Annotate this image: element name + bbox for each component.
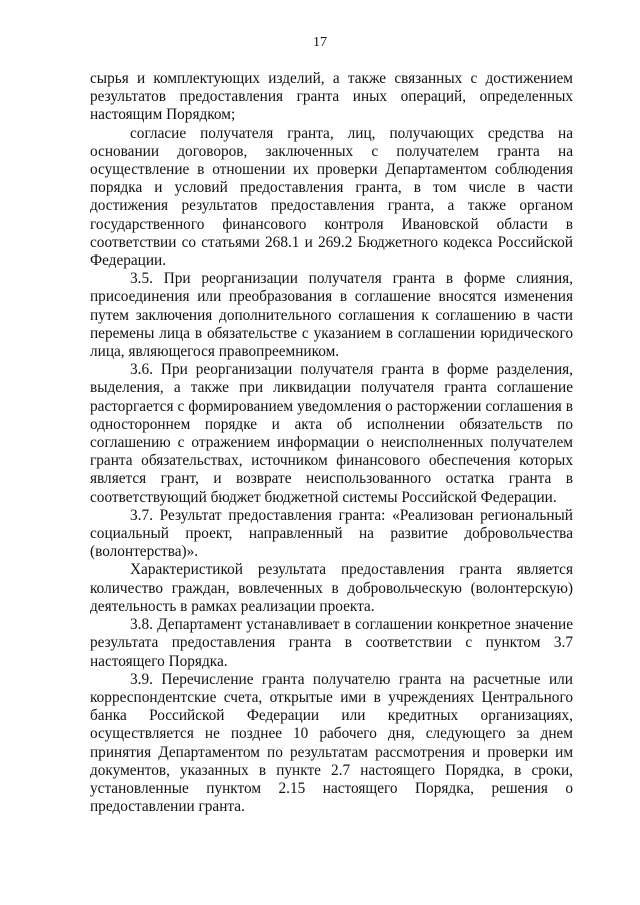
paragraph-3-6: 3.6. При реорганизации получателя гранта в форме разделения, выделения, а также при ликвидации получателя гранта соглашение расторгается с формированием уведомления о расторжении соглашения в одностороннем порядке и акта об исполнении обязательств по соглашению с отражением информации о неисполненных получателем гранта обязательствах, источником финансового обеспечения которых является грант, и возврате неиспользованного остатка гранта в соответствующий бюджет бюджетной системы Российской Федерации.: [90, 361, 573, 506]
paragraph-3-8: 3.8. Департамент устанавливает в соглашении конкретное значение результата предоставления гранта в соответствии с пунктом 3.7 настоящего Порядка.: [90, 616, 573, 670]
document-body: [90, 70, 573, 816]
paragraph-3-9: 3.9. Перечисление гранта получателю гранта на расчетные или корреспондентские счета, открытые ими в учреждениях Центрального банка Российской Федерации или кредитных организациях, осуществляется не позднее 10 рабочего дня, следующего за днем принятия Департаментом по результатам рассмотрения и проверки им документов, указанных в пункте 2.7 настоящего Порядка, в сроки, установленные пунктом 2.15 настоящего Порядка, решения о предоставлении гранта.: [90, 670, 573, 816]
paragraph-result-characteristic: Характеристикой результата предоставления гранта является количество граждан, вовлеченных в добровольческую (волонтерскую) деятельность в рамках реализации проекта.: [90, 561, 573, 615]
paragraph-3-7: 3.7. Результат предоставления гранта: «Реализован региональный социальный проект, направленный на развитие добровольчества (волонтерства)».: [90, 506, 573, 561]
paragraph-3-5: 3.5. При реорганизации получателя гранта в форме слияния, присоединения или преобразования в соглашение вносятся изменения путем заключения дополнительного соглашения к соглашению в части перемены лица в обязательстве с указанием в соглашении юридического лица, являющегося правопреемником.: [90, 270, 573, 361]
page-number: 17: [313, 35, 327, 50]
paragraph-continuation: сырья и комплектующих изделий, а также связанных с достижением результатов предоставления гранта иных операций, определенных настоящим Порядком;: [90, 70, 573, 124]
paragraph-consent: согласие получателя гранта, лиц, получающих средства на основании договоров, заключенных с получателем гранта на осуществление в отношении их проверки Департаментом соблюдения порядка и условий предоставления гранта, в том числе в части достижения результатов предоставления гранта, а также органом государственного финансового контроля Ивановской области в соответствии со статьями 268.1 и 269.2 Бюджетного кодекса Российской Федерации.: [90, 124, 573, 270]
